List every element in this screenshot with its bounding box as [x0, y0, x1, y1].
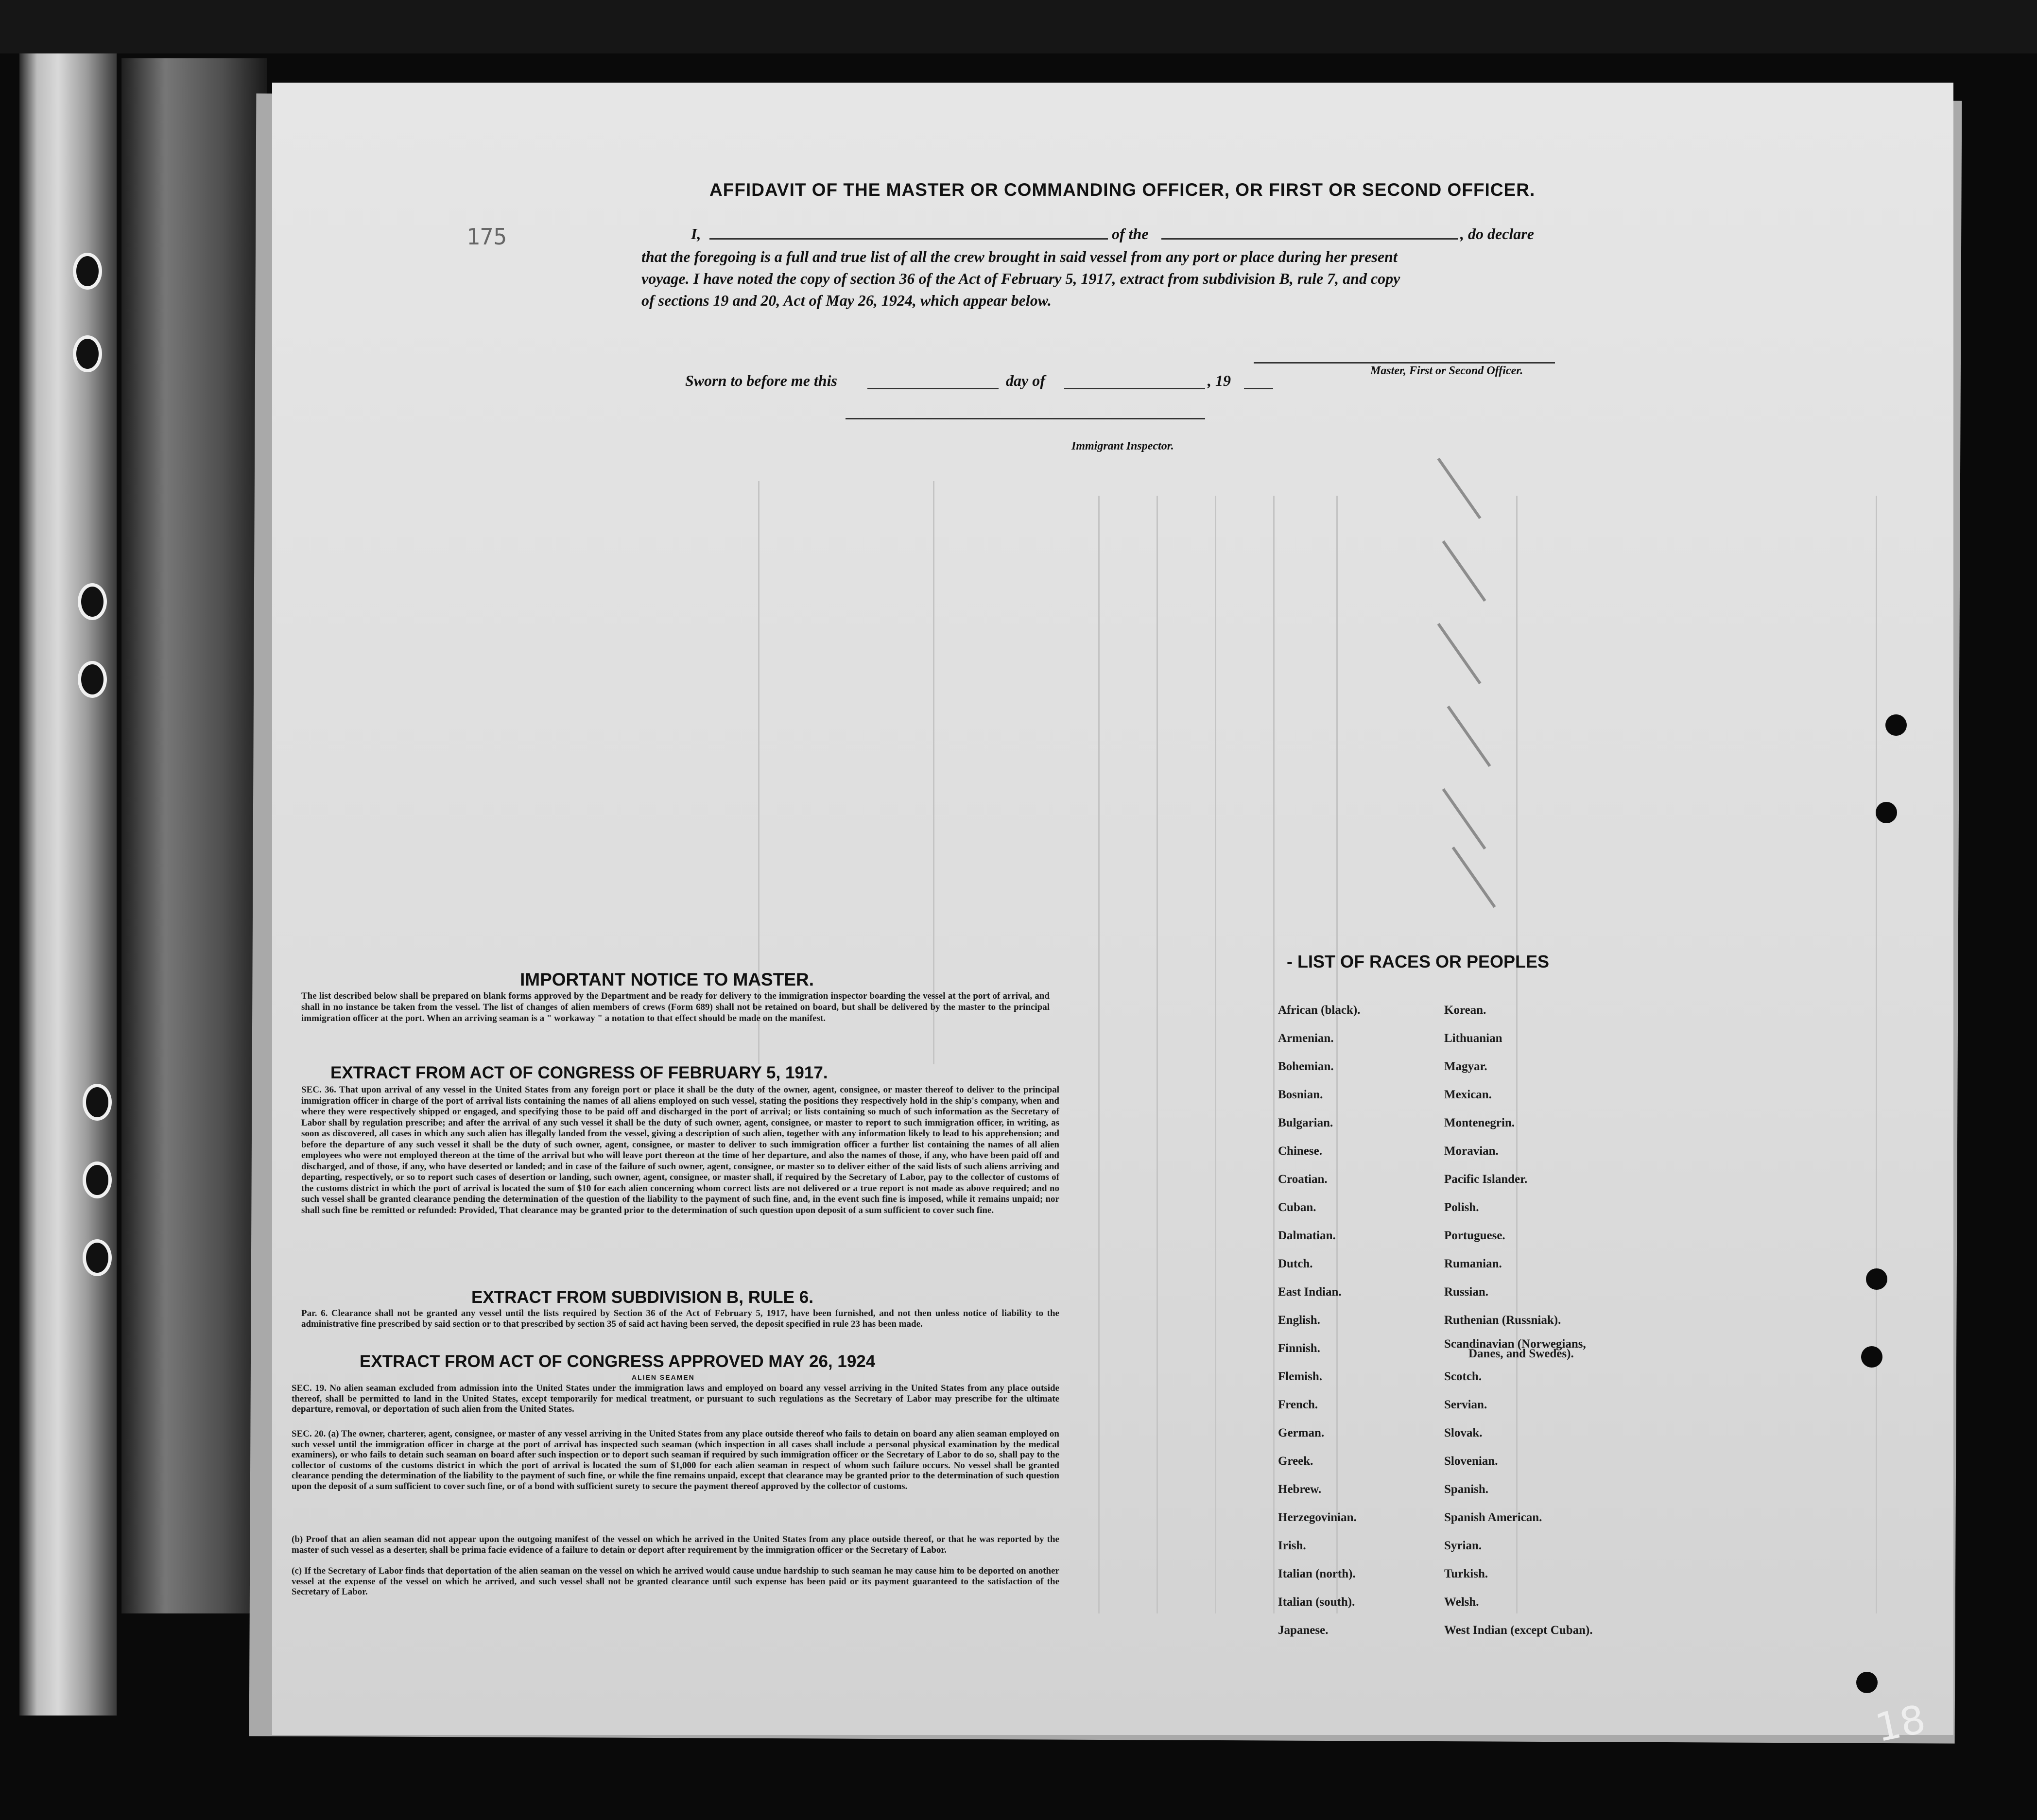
sec19-body: SEC. 19. No alien seaman excluded from admission into the United States under the immigration laws and employed on board any vessel arriving in the United States from any place outside thereof, shall be permitted to land in the United States, except temporarily for medical treatment, or pursuant to such regulations as the Secretary of Labor may prescribe for the ultimate departure, removal, or deportation of such alien from the United States.: [292, 1383, 1059, 1414]
binder-hole: [73, 253, 102, 290]
bleed-through-line: [1157, 496, 1158, 1613]
race-item: Spanish.: [1444, 1483, 1489, 1496]
punch-dot: [1866, 1268, 1887, 1290]
race-item: Moravian.: [1444, 1144, 1499, 1158]
race-item: Welsh.: [1444, 1595, 1479, 1609]
race-item: Dalmatian.: [1278, 1229, 1336, 1242]
bleed-through-line: [1215, 496, 1216, 1613]
punch-dot: [1861, 1346, 1882, 1368]
race-item: Lithuanian: [1444, 1032, 1502, 1045]
race-item: African (black).: [1278, 1004, 1361, 1017]
binder-hole: [78, 583, 107, 620]
bleed-through-stroke: [1442, 788, 1486, 849]
binder-hole: [83, 1239, 112, 1276]
bleed-through-stroke: [1437, 623, 1482, 684]
races-heading: - LIST OF RACES OR PEOPLES: [1287, 952, 1550, 971]
bleed-through-stroke: [1437, 458, 1482, 519]
affidavit-line1-prefix: I,: [691, 225, 701, 243]
sworn-middle: day of: [1006, 372, 1045, 389]
race-item: Irish.: [1278, 1539, 1306, 1552]
race-item: Ruthenian (Russniak).: [1444, 1314, 1561, 1327]
notice-body: The list described below shall be prepared on blank forms approved by the Department and be ready for delivery to the immigration inspector boarding the vessel at the port of arrival, and shall in no instance be taken from the vessel. The list of changes of alien members of crews (Form 689) shall not be retained on board, but shall be delivered by the master to the principal immigration officer at the port. When an arriving seaman is a " workaway " a notation to that effect should be made on the manifest.: [301, 991, 1050, 1023]
binder-hole: [83, 1084, 112, 1121]
race-item: Servian.: [1444, 1398, 1487, 1411]
corner-page-number: 18: [1871, 1696, 1930, 1751]
extract-1924-heading: EXTRACT FROM ACT OF CONGRESS APPROVED MAY 26, 1924: [360, 1352, 876, 1371]
extract-1917-heading: EXTRACT FROM ACT OF CONGRESS OF FEBRUARY 5, 1917.: [330, 1063, 828, 1082]
race-item: Spanish American.: [1444, 1511, 1542, 1524]
sec20c-body: (c) If the Secretary of Labor finds that deportation of the alien seaman on the vessel on which he arrived would cause undue hardship to such seaman he may cause him to be deported on another vessel at the expense of the vessel on which he arrived, and such vessel shall not be granted clearance until such expense has been paid or its payment guaranteed to the satisfaction of the Secretary of Labor.: [292, 1566, 1059, 1597]
races-left-column: [1278, 996, 1360, 1645]
bleed-through-line: [1876, 496, 1877, 1613]
race-item: Syrian.: [1444, 1539, 1482, 1552]
affidavit-line3: voyage. I have noted the copy of section 36 of the Act of February 5, 1917, extract from subdivision B, rule 7, and copy: [641, 270, 1400, 287]
binder-strip: [19, 53, 117, 1716]
race-item: Russian.: [1444, 1285, 1489, 1299]
affidavit-line1-middle: of the: [1112, 225, 1149, 243]
race-item: French.: [1278, 1398, 1318, 1411]
race-item: Danes, and Swedes).: [1468, 1347, 1574, 1360]
master-signature-field[interactable]: [1254, 362, 1555, 364]
binder-hole: [73, 335, 102, 372]
race-item: Herzegovinian.: [1278, 1511, 1357, 1524]
bleed-through-line: [1273, 496, 1275, 1613]
sworn-year: , 19: [1208, 372, 1231, 389]
affidavit-line1-suffix: , do declare: [1460, 225, 1534, 243]
race-item: Magyar.: [1444, 1060, 1487, 1073]
bleed-through-line: [1098, 496, 1100, 1613]
manifest-page: [272, 83, 1953, 1735]
race-item: Slovak.: [1444, 1426, 1483, 1439]
inspector-caption: Immigrant Inspector.: [1071, 440, 1174, 452]
race-item: Bosnian.: [1278, 1088, 1323, 1101]
race-item: Korean.: [1444, 1004, 1486, 1017]
sworn-prefix: Sworn to before me this: [685, 372, 837, 389]
race-item: Mexican.: [1444, 1088, 1492, 1101]
race-item: Pacific Islander.: [1444, 1173, 1528, 1186]
sworn-month-field[interactable]: [1064, 388, 1205, 389]
race-item: Rumanian.: [1444, 1257, 1502, 1270]
race-item: Greek.: [1278, 1455, 1313, 1468]
affidavit-line4: of sections 19 and 20, Act of May 26, 1924, which appear below.: [641, 292, 1052, 309]
race-item: Finnish.: [1278, 1342, 1320, 1355]
scan-border-top: [0, 0, 2037, 53]
race-item: Montenegrin.: [1444, 1116, 1515, 1129]
punch-dot: [1856, 1672, 1878, 1693]
punch-dot: [1876, 802, 1897, 823]
race-item: Bulgarian.: [1278, 1116, 1333, 1129]
race-item: Turkish.: [1444, 1567, 1488, 1580]
rule6-body: Par. 6. Clearance shall not be granted any vessel until the lists required by Section 36 of the Act of February 5, 1917, have been furnished, and not then unless notice of liability to the administrative fine prescribed by said section or to that prescribed by section 35 of said act having been served, the deposit specified in rule 23 has been made.: [301, 1308, 1059, 1329]
race-item: East Indian.: [1278, 1285, 1342, 1299]
race-item: Scotch.: [1444, 1370, 1482, 1383]
bleed-through-line: [933, 481, 934, 1064]
extract-1917-body: SEC. 36. That upon arrival of any vessel in the United States from any foreign port or place it shall be the duty of the owner, agent, consignee, or master thereof to deliver to the principal immigration officer in charge of the port of arrival lists containing the names of all aliens employed on such vessel, stating the positions they respectively hold in the ship's company, when and where they were respectively shipped or engaged, and specifying those to be paid off and discharged in the port of arrival; or lists containing so much of such information as the Secretary of Labor shall by regulation prescribe; and after the arrival of any such vessel it shall be the duty of such owner, agent, consignee, or master to report to such immigration officer, in writing, as soon as discovered, all cases in which any such alien has illegally landed from the vessel, giving a description of such alien, together with any information likely to lead to his apprehension; and before the departure of any such vessel it shall be the duty of such owner, agent, consignee, or master to deliver to such immigration officer a further list containing the names of all alien employees who were not employed thereon at the time of the arrival but who will leave port thereon at the time of her departure, and also the names of those, if any, who have been paid off and discharged, and of those, if any, who have deserted or landed; and in case of the failure of such owner, agent, consignee, or master so to deliver either of the said lists of such aliens arriving and departing, respectively, or so to report such cases of desertion or landing, such owner, agent, consignee, or master shall, if required by the Secretary of Labor, pay to the collector of customs of the customs district in which the port of arrival is located the sum of $10 for each alien concerning whom correct lists are not delivered or a true report is not made as above required; and no such vessel shall be granted clearance pending the determination of the question of the liability to the payment of such fine, and, in the event such fine is imposed, while it remains unpaid; nor shall such fine be remitted or refunded: Provided, That clearance may be granted prior to the determination of such question upon deposit of a sum sufficient to cover such fine.: [301, 1085, 1059, 1215]
race-item: English.: [1278, 1314, 1320, 1327]
sec20b-body: (b) Proof that an alien seaman did not appear upon the outgoing manifest of the vessel on which he arrived in the United States from any place outside thereof, or that he was reported by the master of such vessel as a deserter, shall be prima facie evidence of a failure to detain or deport after requirement by the immigration officer or the Secretary of Labor.: [292, 1534, 1059, 1555]
race-item: West Indian (except Cuban).: [1444, 1624, 1593, 1637]
sworn-day-field[interactable]: [867, 388, 999, 389]
race-item: Cuban.: [1278, 1201, 1316, 1214]
race-item: German.: [1278, 1426, 1325, 1439]
race-item: Croatian.: [1278, 1173, 1328, 1186]
race-item: Polish.: [1444, 1201, 1479, 1214]
declarant-name-field[interactable]: [709, 238, 1108, 240]
race-item: Japanese.: [1278, 1624, 1329, 1637]
race-item: Portuguese.: [1444, 1229, 1505, 1242]
sec20a-body: SEC. 20. (a) The owner, charterer, agent, consignee, or master of any vessel arriving in the United States from any place outside thereof who fails to detain on board any alien seaman employed on such vessel until the immigration officer in charge at the port of arrival has inspected such seaman (which inspection in all cases shall include a personal physical examination by the medical examiners), or who fails to detain such seaman on board after such inspection or to deport such seaman if required by such immigration officer or the Secretary of Labor to do so, shall pay to the collector of customs of the customs district in which the port of arrival is located the sum of $1,000 for each alien seaman in respect of whom such failure occurs. No vessel shall be granted clearance pending the determination of the liability to the payment of such fine, or while the fine remains unpaid, except that clearance may be granted prior to the determination of such question upon the deposit of a sum sufficient to cover such fine, or of a bond with sufficient surety to secure the payment thereof approved by the collector of customs.: [292, 1429, 1059, 1491]
stamp-number: 175: [466, 224, 507, 250]
race-item: Bohemian.: [1278, 1060, 1334, 1073]
race-item: Italian (north).: [1278, 1567, 1356, 1580]
sworn-year-field[interactable]: [1244, 388, 1273, 389]
bleed-through-stroke: [1447, 706, 1491, 767]
binder-edge: [121, 58, 267, 1613]
affidavit-line2: that the foregoing is a full and true list of all the crew brought in said vessel from any port or place during her present: [641, 248, 1398, 265]
race-item: Chinese.: [1278, 1144, 1322, 1158]
bleed-through-stroke: [1452, 847, 1496, 908]
extract-1924-subheading: ALIEN SEAMEN: [632, 1373, 695, 1381]
inspector-signature-field[interactable]: [846, 418, 1205, 419]
binder-hole: [78, 661, 107, 698]
race-item: Flemish.: [1278, 1370, 1322, 1383]
vessel-name-field[interactable]: [1161, 238, 1458, 240]
race-item: Italian (south).: [1278, 1595, 1355, 1609]
punch-dot: [1885, 714, 1907, 736]
rule6-heading: EXTRACT FROM SUBDIVISION B, RULE 6.: [471, 1288, 813, 1307]
notice-heading: IMPORTANT NOTICE TO MASTER.: [520, 970, 814, 989]
race-item: Dutch.: [1278, 1257, 1313, 1270]
binder-hole: [83, 1161, 112, 1198]
master-caption: Master, First or Second Officer.: [1370, 364, 1523, 377]
race-item: Slovenian.: [1444, 1455, 1498, 1468]
race-item: Hebrew.: [1278, 1483, 1322, 1496]
race-item: Scandinavian (Norwegians,: [1444, 1337, 1586, 1351]
affidavit-heading: AFFIDAVIT OF THE MASTER OR COMMANDING OFFICER, OR FIRST OR SECOND OFFICER.: [709, 180, 1536, 200]
race-item: Armenian.: [1278, 1032, 1334, 1045]
races-right-column: [1444, 996, 1593, 1645]
bleed-through-stroke: [1442, 540, 1486, 602]
